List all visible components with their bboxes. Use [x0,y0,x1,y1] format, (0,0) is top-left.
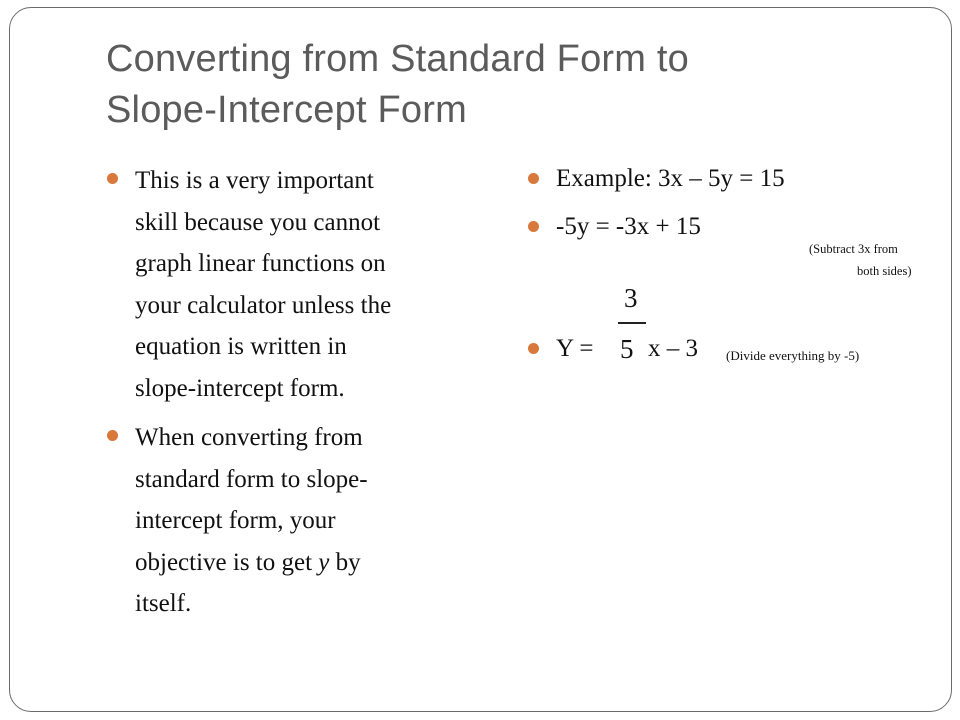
fraction-numerator: 3 [624,283,638,313]
bullet-item-subtract-step [528,208,948,278]
bullet-text: objective is to get [135,548,319,576]
y-equals: Y = [556,335,594,362]
bullet-dot-icon [528,221,539,232]
bullet-dot-icon [528,343,539,354]
bullet-dot-icon [528,173,539,184]
title-line-1: Converting from Standard Form to [106,38,689,80]
example-equation: Example: 3x – 5y = 15 [556,165,785,192]
divide-step-rest: x – 3 [648,335,698,362]
subtract-step-note [809,241,912,279]
bullet-line: equation is written in [135,333,347,360]
bullet-line: This is a very important [135,167,374,194]
bullet-line: skill because you cannot [135,208,381,236]
fraction-denominator: 5 [620,334,634,364]
bullet-line: itself. [135,590,192,617]
bullet-line: standard form to slope- [135,465,368,493]
note-line: (Subtract 3x from [809,242,898,256]
subtract-step-equation: -5y = -3x + 15 [556,213,701,240]
bullet-item-example [528,160,948,208]
bullet-item-objective [107,417,477,625]
bullet-text: by [329,548,361,576]
bullet-line: slope-intercept form. [135,374,345,402]
left-bullet-list [107,160,477,633]
note-line: both sides) [857,264,912,278]
bullet-line: graph linear functions on [135,250,386,277]
bullet-line: intercept form, your [135,507,336,534]
bullet-line: your calculator unless the [135,291,392,319]
title-line-2: Slope-Intercept Form [106,89,467,131]
fraction-bar [618,322,646,324]
bullet-dot-icon [107,173,118,184]
bullet-line [135,542,477,584]
bullet-dot-icon [107,430,118,441]
bullet-item-importance [107,160,477,409]
divide-step-note: (Divide everything by -5) [726,348,860,363]
slide-title [106,34,886,136]
variable-y: y [318,548,330,576]
right-bullet-list [528,160,948,278]
bullet-line: When converting from [135,424,363,451]
